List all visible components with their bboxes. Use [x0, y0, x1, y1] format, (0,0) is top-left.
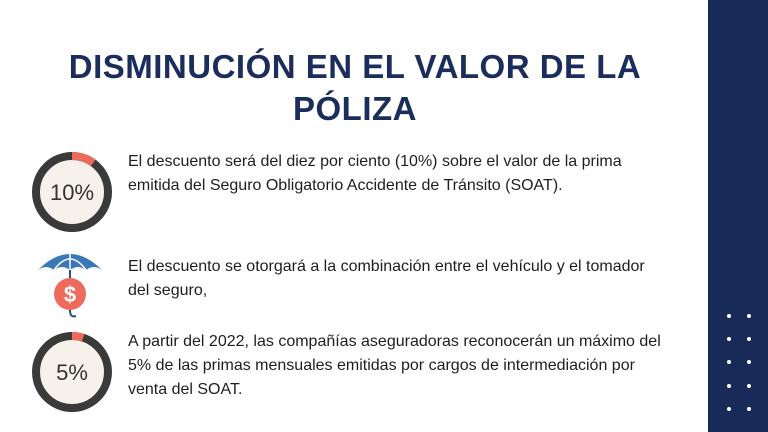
gauge-5-percent-icon: [30, 330, 114, 414]
gauge-arc: [72, 336, 83, 338]
item-text-intermediation: A partir del 2022, las compañías aseguradoras reconocerán un máximo del 5% de las primas mensuales emitidas por cargos de intermediación por venta del SOAT.: [128, 333, 661, 398]
dot: [727, 407, 731, 411]
dot: [747, 360, 751, 364]
dot: [747, 407, 751, 411]
dot: [747, 337, 751, 341]
gauge-10-percent-icon: [30, 150, 114, 234]
dot: [727, 360, 731, 364]
dot: [727, 337, 731, 341]
umbrella-hook: [70, 310, 76, 316]
dot: [747, 384, 751, 388]
dot: [727, 314, 731, 318]
gauge-label: 10%: [49, 180, 95, 205]
umbrella-dollar-icon: [34, 242, 106, 320]
page-title: DISMINUCIÓN EN EL VALOR DE LA PÓLIZA: [68, 48, 642, 127]
item-text-discount: El descuento será del diez por ciento (10%) sobre el valor de la prima emitida del Seguro Obligatorio Accidente de Tránsito (SOAT).: [128, 153, 622, 194]
dot: [747, 314, 751, 318]
dot: [727, 384, 731, 388]
decorative-dots: [719, 314, 759, 418]
dollar-icon: $: [63, 282, 77, 307]
item-text-combination: El descuento se otorgará a la combinación entre el vehículo y el tomador del seguro,: [128, 258, 645, 299]
gauge-label: 5%: [56, 360, 88, 385]
